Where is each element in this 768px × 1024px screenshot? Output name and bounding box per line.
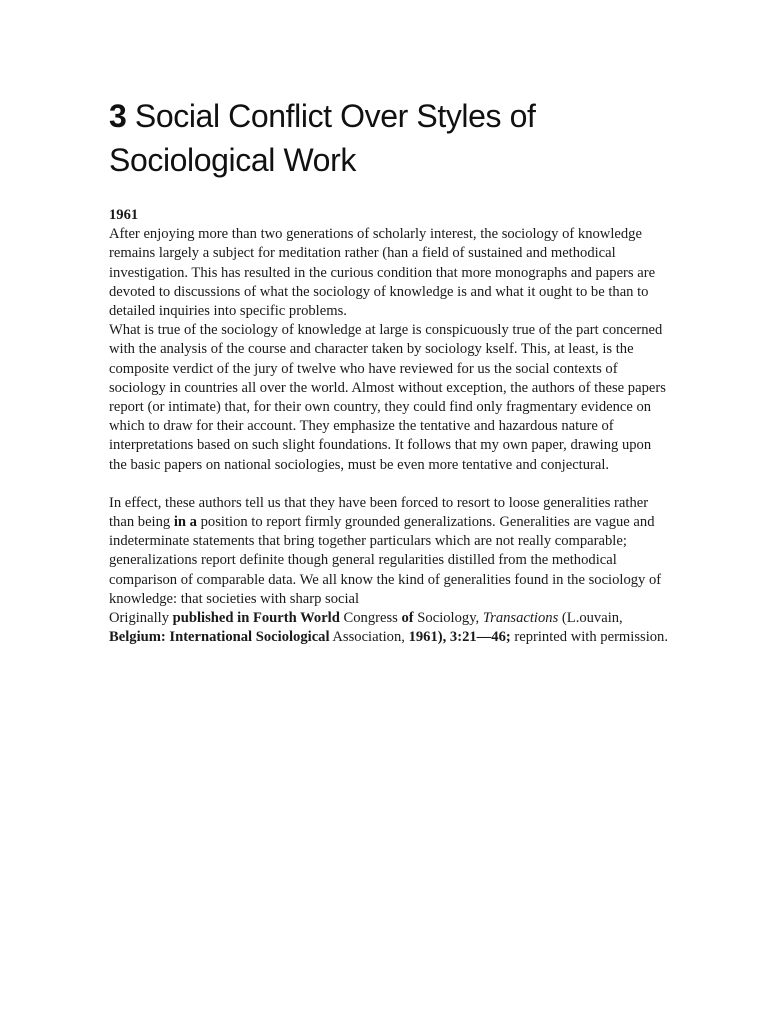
source-note-part: of	[401, 610, 414, 627]
source-note-part: published in Fourth World	[172, 610, 340, 627]
paragraph-3-text-b: position to report firmly grounded generalizations. Generalities are vague and indeterminate statements that bring together particulars which are not really comparable; generalizations report definite though general regularities distilled from the methodical comparison of comparable data. We all know the kind of generalities found in the sociology of knowledge: that societies with sharp social	[109, 514, 662, 607]
chapter-title-line2: Sociological Work	[109, 142, 356, 178]
paragraph-3	[109, 494, 669, 609]
source-note	[109, 609, 669, 647]
source-note-part: 1961), 3:21—46;	[408, 629, 511, 646]
paragraph-3-text-a: In effect, these authors tell us that they have been forced to resort to loose generalities rather than being	[109, 494, 649, 531]
source-note-part: Association,	[329, 629, 409, 646]
paragraph-2: What is true of the sociology of knowledge at large is conspicuously true of the part concerned with the analysis of the course and character taken by sociology kself. This, at least, is the composite verdict of the jury of twelve who have reviewed for us the social contexts of sociology in countries all over the world. Almost without exception, the authors of these papers report (or intimate) that, for their own country, they could find only fragmentary evidence on which to draw for their account. They emphasize the tentative and hazardous nature of interpretations based on such slight foundations. It follows that my own paper, drawing upon the basic papers on national sociologies, must be even more tentative and conjectural.	[109, 322, 666, 473]
source-note-part: Congress	[339, 610, 402, 627]
body-text	[109, 206, 669, 647]
paragraph-3-bold: in a	[173, 514, 197, 531]
paragraph-1: After enjoying more than two generations of scholarly interest, the sociology of knowledge remains largely a subject for meditation rather (han a field of sustained and methodical investigation. This has resulted in the curious condition that more monographs and papers are devoted to discussions of what the sociology of knowledge is and what it ought to be than to detailed inquiries into specific problems.	[109, 226, 656, 320]
source-note-part: reprinted with permission.	[510, 629, 668, 646]
paragraph-gap	[109, 475, 669, 494]
source-note-part: Belgium: International Sociological	[109, 629, 330, 646]
chapter-number: 3	[109, 98, 127, 134]
chapter-title-line1: Social Conflict Over Styles of	[134, 98, 536, 134]
source-note-part: Originally	[109, 610, 173, 627]
document-page	[109, 94, 669, 647]
source-note-journal: Transactions	[482, 610, 559, 627]
source-note-part: Sociology,	[413, 610, 483, 627]
source-note-part: (L.ouvain,	[558, 610, 623, 627]
chapter-heading	[109, 94, 669, 182]
publication-year: 1961	[109, 207, 139, 223]
